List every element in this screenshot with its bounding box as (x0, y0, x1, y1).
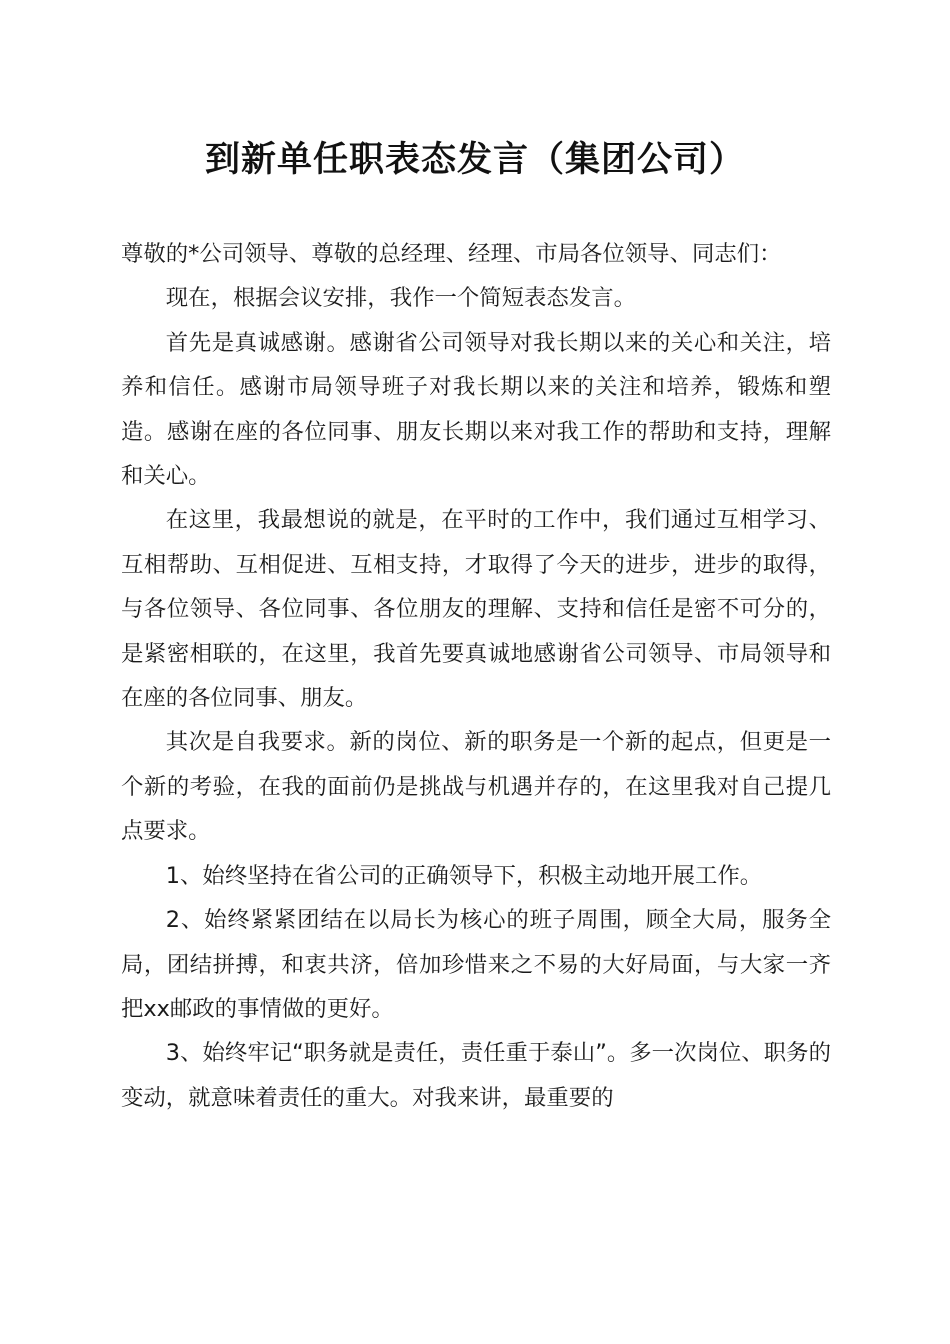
requirement-item-2: 2、始终紧紧团结在以局长为核心的班子周围，顾全大局，服务全局，团结拼搏，和衷共济，倍加珍惜来之不易的大好局面，与大家一齐把xx邮政的事情做的更好。 (121, 907, 831, 1022)
document-title: 到新单任职表态发言（集团公司） (204, 139, 745, 180)
self-requirement-paragraph: 其次是自我要求。新的岗位、新的职务是一个新的起点，但更是一个新的考验，在我的面前仍是挑战与机遇并存的，在这里我对自己提几点要求。 (121, 729, 831, 845)
thanks-paragraph: 首先是真诚感谢。感谢省公司领导对我长期以来的关心和关注，培养和信任。感谢市局领导班子对我长期以来的关注和培养，锻炼和塑造。感谢在座的各位同事、朋友长期以来对我工作的帮助和支持，理解和关心。 (121, 329, 831, 490)
requirement-item-1: 1、始终坚持在省公司的正确领导下，积极主动地开展工作。 (165, 862, 763, 889)
document-body (121, 232, 831, 1120)
progress-paragraph: 在这里，我最想说的就是，在平时的工作中，我们通过互相学习、互相帮助、互相促进、互相支持，才取得了今天的进步，进步的取得，与各位领导、各位同事、各位朋友的理解、支持和信任是密不可分的，是紧密相联的，在这里，我首先要真诚地感谢省公司领导、市局领导和在座的各位同事、朋友。 (121, 507, 831, 712)
salutation-paragraph: 尊敬的*公司领导、尊敬的总经理、经理、市局各位领导、同志们： (121, 241, 782, 267)
requirement-item-3: 3、始终牢记“职务就是责任，责任重于泰山”。多一次岗位、职务的变动，就意味着责任的重大。对我来讲，最重要的 (121, 1040, 831, 1111)
opening-paragraph: 现在，根据会议安排，我作一个简短表态发言。 (165, 285, 636, 312)
